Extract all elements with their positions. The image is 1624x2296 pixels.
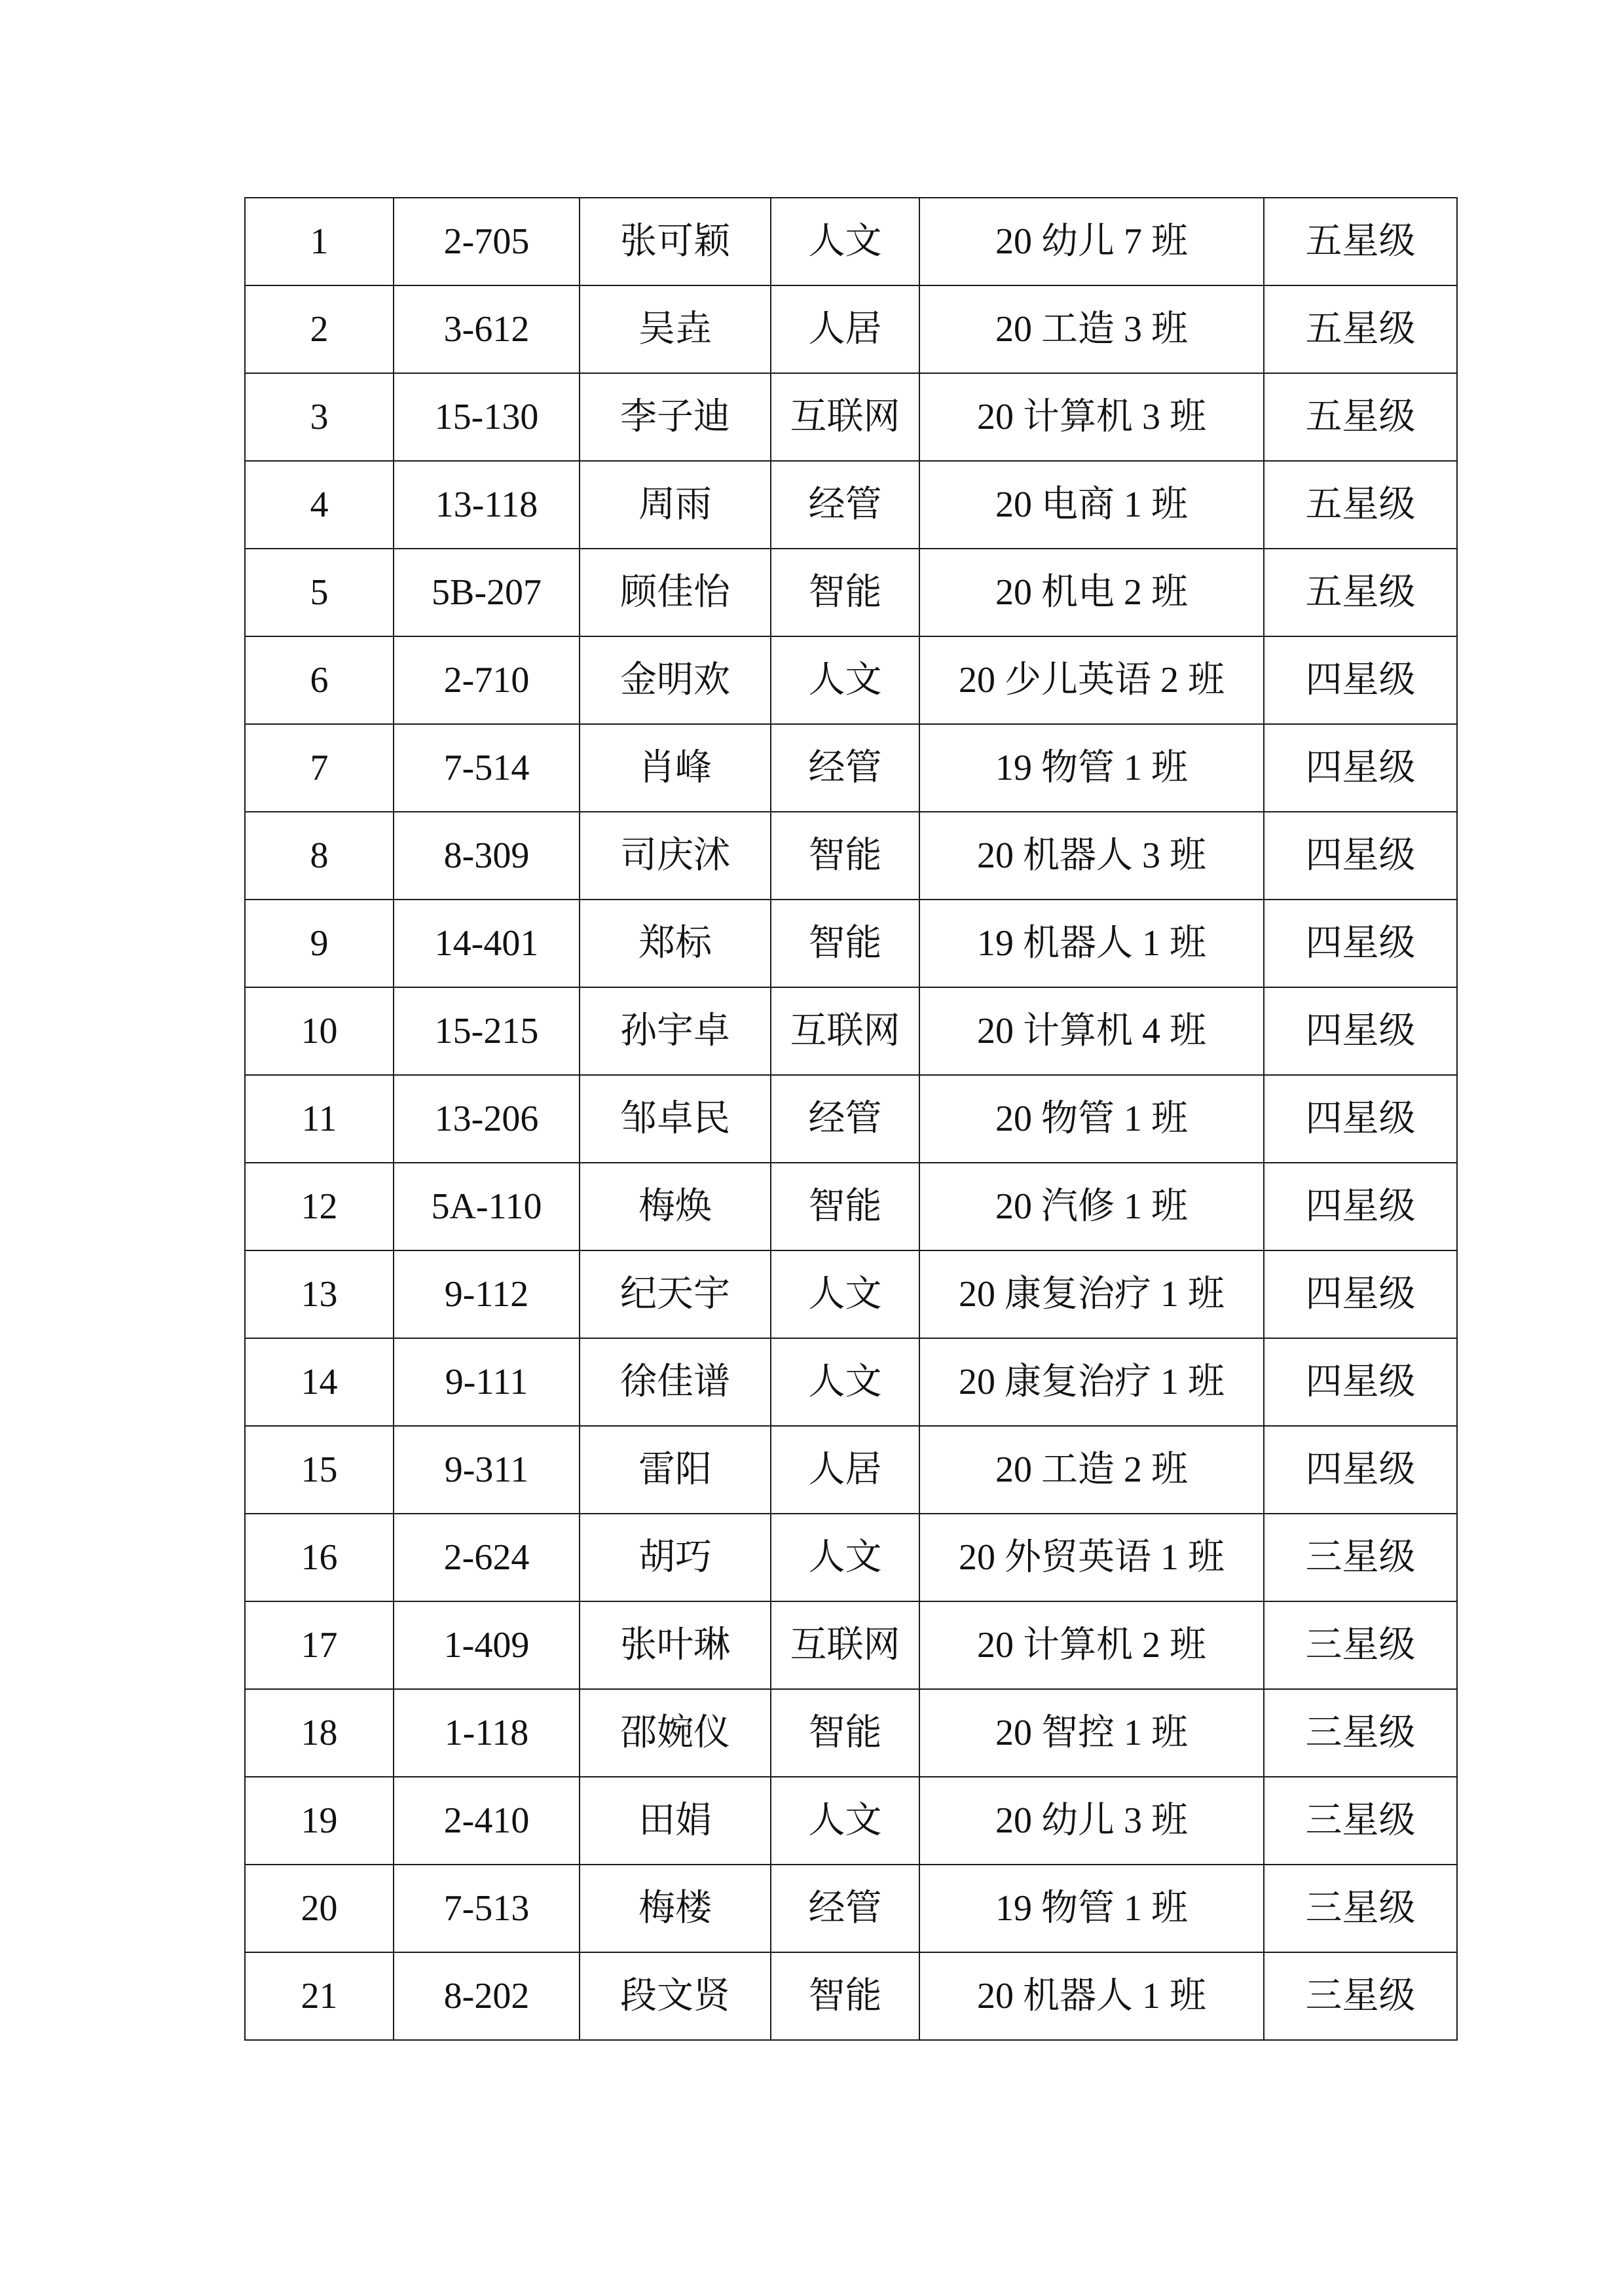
table-row xyxy=(245,198,1457,285)
college-cell: 人文 xyxy=(771,198,919,285)
rating-cell: 五星级 xyxy=(1264,461,1457,549)
table-row xyxy=(245,1163,1457,1250)
rating-cell: 四星级 xyxy=(1264,812,1457,900)
row-number-cell: 17 xyxy=(245,1601,394,1689)
table-row xyxy=(245,1689,1457,1777)
row-number-cell: 15 xyxy=(245,1426,394,1514)
name-cell: 梅楼 xyxy=(580,1865,771,1952)
table-row xyxy=(245,285,1457,373)
room-cell: 8-309 xyxy=(394,812,580,900)
class-cell: 20 工造 3 班 xyxy=(919,285,1264,373)
class-cell: 20 机电 2 班 xyxy=(919,549,1264,636)
college-cell: 智能 xyxy=(771,1689,919,1777)
room-cell: 15-130 xyxy=(394,373,580,461)
row-number-cell: 3 xyxy=(245,373,394,461)
college-cell: 经管 xyxy=(771,1865,919,1952)
roster-table xyxy=(244,197,1458,2041)
name-cell: 张叶琳 xyxy=(580,1601,771,1689)
name-cell: 郑标 xyxy=(580,900,771,987)
college-cell: 人居 xyxy=(771,285,919,373)
college-cell: 智能 xyxy=(771,1163,919,1250)
table-row xyxy=(245,1426,1457,1514)
row-number-cell: 8 xyxy=(245,812,394,900)
table-row xyxy=(245,373,1457,461)
class-cell: 20 智控 1 班 xyxy=(919,1689,1264,1777)
college-cell: 智能 xyxy=(771,812,919,900)
room-cell: 7-514 xyxy=(394,724,580,812)
name-cell: 肖峰 xyxy=(580,724,771,812)
college-cell: 智能 xyxy=(771,1952,919,2040)
row-number-cell: 2 xyxy=(245,285,394,373)
college-cell: 互联网 xyxy=(771,1601,919,1689)
table-row xyxy=(245,812,1457,900)
row-number-cell: 18 xyxy=(245,1689,394,1777)
class-cell: 20 计算机 2 班 xyxy=(919,1601,1264,1689)
class-cell: 20 幼儿 3 班 xyxy=(919,1777,1264,1865)
room-cell: 9-111 xyxy=(394,1338,580,1426)
table-row xyxy=(245,1514,1457,1601)
rating-cell: 三星级 xyxy=(1264,1514,1457,1601)
room-cell: 1-118 xyxy=(394,1689,580,1777)
rating-cell: 四星级 xyxy=(1264,1163,1457,1250)
rating-cell: 四星级 xyxy=(1264,724,1457,812)
row-number-cell: 5 xyxy=(245,549,394,636)
room-cell: 7-513 xyxy=(394,1865,580,1952)
class-cell: 20 幼儿 7 班 xyxy=(919,198,1264,285)
room-cell: 2-624 xyxy=(394,1514,580,1601)
rating-cell: 三星级 xyxy=(1264,1777,1457,1865)
room-cell: 1-409 xyxy=(394,1601,580,1689)
rating-cell: 五星级 xyxy=(1264,373,1457,461)
college-cell: 人文 xyxy=(771,1514,919,1601)
table-row xyxy=(245,1952,1457,2040)
room-cell: 13-206 xyxy=(394,1075,580,1163)
room-cell: 15-215 xyxy=(394,987,580,1075)
college-cell: 互联网 xyxy=(771,373,919,461)
room-cell: 9-112 xyxy=(394,1250,580,1338)
rating-cell: 四星级 xyxy=(1264,1075,1457,1163)
name-cell: 徐佳谱 xyxy=(580,1338,771,1426)
row-number-cell: 7 xyxy=(245,724,394,812)
college-cell: 人文 xyxy=(771,1777,919,1865)
row-number-cell: 20 xyxy=(245,1865,394,1952)
class-cell: 20 康复治疗 1 班 xyxy=(919,1250,1264,1338)
row-number-cell: 19 xyxy=(245,1777,394,1865)
class-cell: 20 康复治疗 1 班 xyxy=(919,1338,1264,1426)
rating-cell: 四星级 xyxy=(1264,636,1457,724)
name-cell: 周雨 xyxy=(580,461,771,549)
row-number-cell: 4 xyxy=(245,461,394,549)
room-cell: 5A-110 xyxy=(394,1163,580,1250)
row-number-cell: 13 xyxy=(245,1250,394,1338)
roster-table-body xyxy=(245,198,1457,2040)
table-row xyxy=(245,1075,1457,1163)
name-cell: 胡巧 xyxy=(580,1514,771,1601)
row-number-cell: 12 xyxy=(245,1163,394,1250)
college-cell: 智能 xyxy=(771,549,919,636)
rating-cell: 三星级 xyxy=(1264,1952,1457,2040)
row-number-cell: 11 xyxy=(245,1075,394,1163)
name-cell: 孙宇卓 xyxy=(580,987,771,1075)
room-cell: 2-410 xyxy=(394,1777,580,1865)
name-cell: 梅焕 xyxy=(580,1163,771,1250)
class-cell: 20 物管 1 班 xyxy=(919,1075,1264,1163)
table-row xyxy=(245,1601,1457,1689)
class-cell: 20 计算机 3 班 xyxy=(919,373,1264,461)
name-cell: 金明欢 xyxy=(580,636,771,724)
name-cell: 顾佳怡 xyxy=(580,549,771,636)
room-cell: 14-401 xyxy=(394,900,580,987)
name-cell: 张可颖 xyxy=(580,198,771,285)
name-cell: 吴垚 xyxy=(580,285,771,373)
table-row xyxy=(245,1865,1457,1952)
rating-cell: 四星级 xyxy=(1264,1426,1457,1514)
college-cell: 经管 xyxy=(771,724,919,812)
rating-cell: 四星级 xyxy=(1264,1338,1457,1426)
class-cell: 20 电商 1 班 xyxy=(919,461,1264,549)
class-cell: 20 机器人 1 班 xyxy=(919,1952,1264,2040)
table-row xyxy=(245,1777,1457,1865)
table-row xyxy=(245,549,1457,636)
room-cell: 8-202 xyxy=(394,1952,580,2040)
name-cell: 李子迪 xyxy=(580,373,771,461)
class-cell: 19 物管 1 班 xyxy=(919,1865,1264,1952)
room-cell: 13-118 xyxy=(394,461,580,549)
table-row xyxy=(245,987,1457,1075)
rating-cell: 三星级 xyxy=(1264,1689,1457,1777)
row-number-cell: 6 xyxy=(245,636,394,724)
college-cell: 人居 xyxy=(771,1426,919,1514)
college-cell: 经管 xyxy=(771,461,919,549)
row-number-cell: 9 xyxy=(245,900,394,987)
room-cell: 5B-207 xyxy=(394,549,580,636)
rating-cell: 五星级 xyxy=(1264,198,1457,285)
room-cell: 2-705 xyxy=(394,198,580,285)
college-cell: 互联网 xyxy=(771,987,919,1075)
table-row xyxy=(245,900,1457,987)
class-cell: 20 汽修 1 班 xyxy=(919,1163,1264,1250)
class-cell: 20 外贸英语 1 班 xyxy=(919,1514,1264,1601)
room-cell: 3-612 xyxy=(394,285,580,373)
table-row xyxy=(245,724,1457,812)
name-cell: 邵婉仪 xyxy=(580,1689,771,1777)
row-number-cell: 14 xyxy=(245,1338,394,1426)
rating-cell: 三星级 xyxy=(1264,1865,1457,1952)
name-cell: 司庆沭 xyxy=(580,812,771,900)
rating-cell: 五星级 xyxy=(1264,549,1457,636)
name-cell: 纪天宇 xyxy=(580,1250,771,1338)
table-row xyxy=(245,636,1457,724)
college-cell: 经管 xyxy=(771,1075,919,1163)
class-cell: 19 机器人 1 班 xyxy=(919,900,1264,987)
name-cell: 田娟 xyxy=(580,1777,771,1865)
rating-cell: 五星级 xyxy=(1264,285,1457,373)
table-row xyxy=(245,1338,1457,1426)
row-number-cell: 16 xyxy=(245,1514,394,1601)
table-row xyxy=(245,1250,1457,1338)
college-cell: 人文 xyxy=(771,636,919,724)
row-number-cell: 21 xyxy=(245,1952,394,2040)
class-cell: 20 少儿英语 2 班 xyxy=(919,636,1264,724)
rating-cell: 三星级 xyxy=(1264,1601,1457,1689)
name-cell: 雷阳 xyxy=(580,1426,771,1514)
row-number-cell: 1 xyxy=(245,198,394,285)
rating-cell: 四星级 xyxy=(1264,900,1457,987)
class-cell: 20 工造 2 班 xyxy=(919,1426,1264,1514)
room-cell: 2-710 xyxy=(394,636,580,724)
college-cell: 人文 xyxy=(771,1250,919,1338)
college-cell: 人文 xyxy=(771,1338,919,1426)
class-cell: 19 物管 1 班 xyxy=(919,724,1264,812)
class-cell: 20 机器人 3 班 xyxy=(919,812,1264,900)
rating-cell: 四星级 xyxy=(1264,1250,1457,1338)
table-row xyxy=(245,461,1457,549)
name-cell: 段文贤 xyxy=(580,1952,771,2040)
row-number-cell: 10 xyxy=(245,987,394,1075)
name-cell: 邹卓民 xyxy=(580,1075,771,1163)
rating-cell: 四星级 xyxy=(1264,987,1457,1075)
college-cell: 智能 xyxy=(771,900,919,987)
room-cell: 9-311 xyxy=(394,1426,580,1514)
class-cell: 20 计算机 4 班 xyxy=(919,987,1264,1075)
